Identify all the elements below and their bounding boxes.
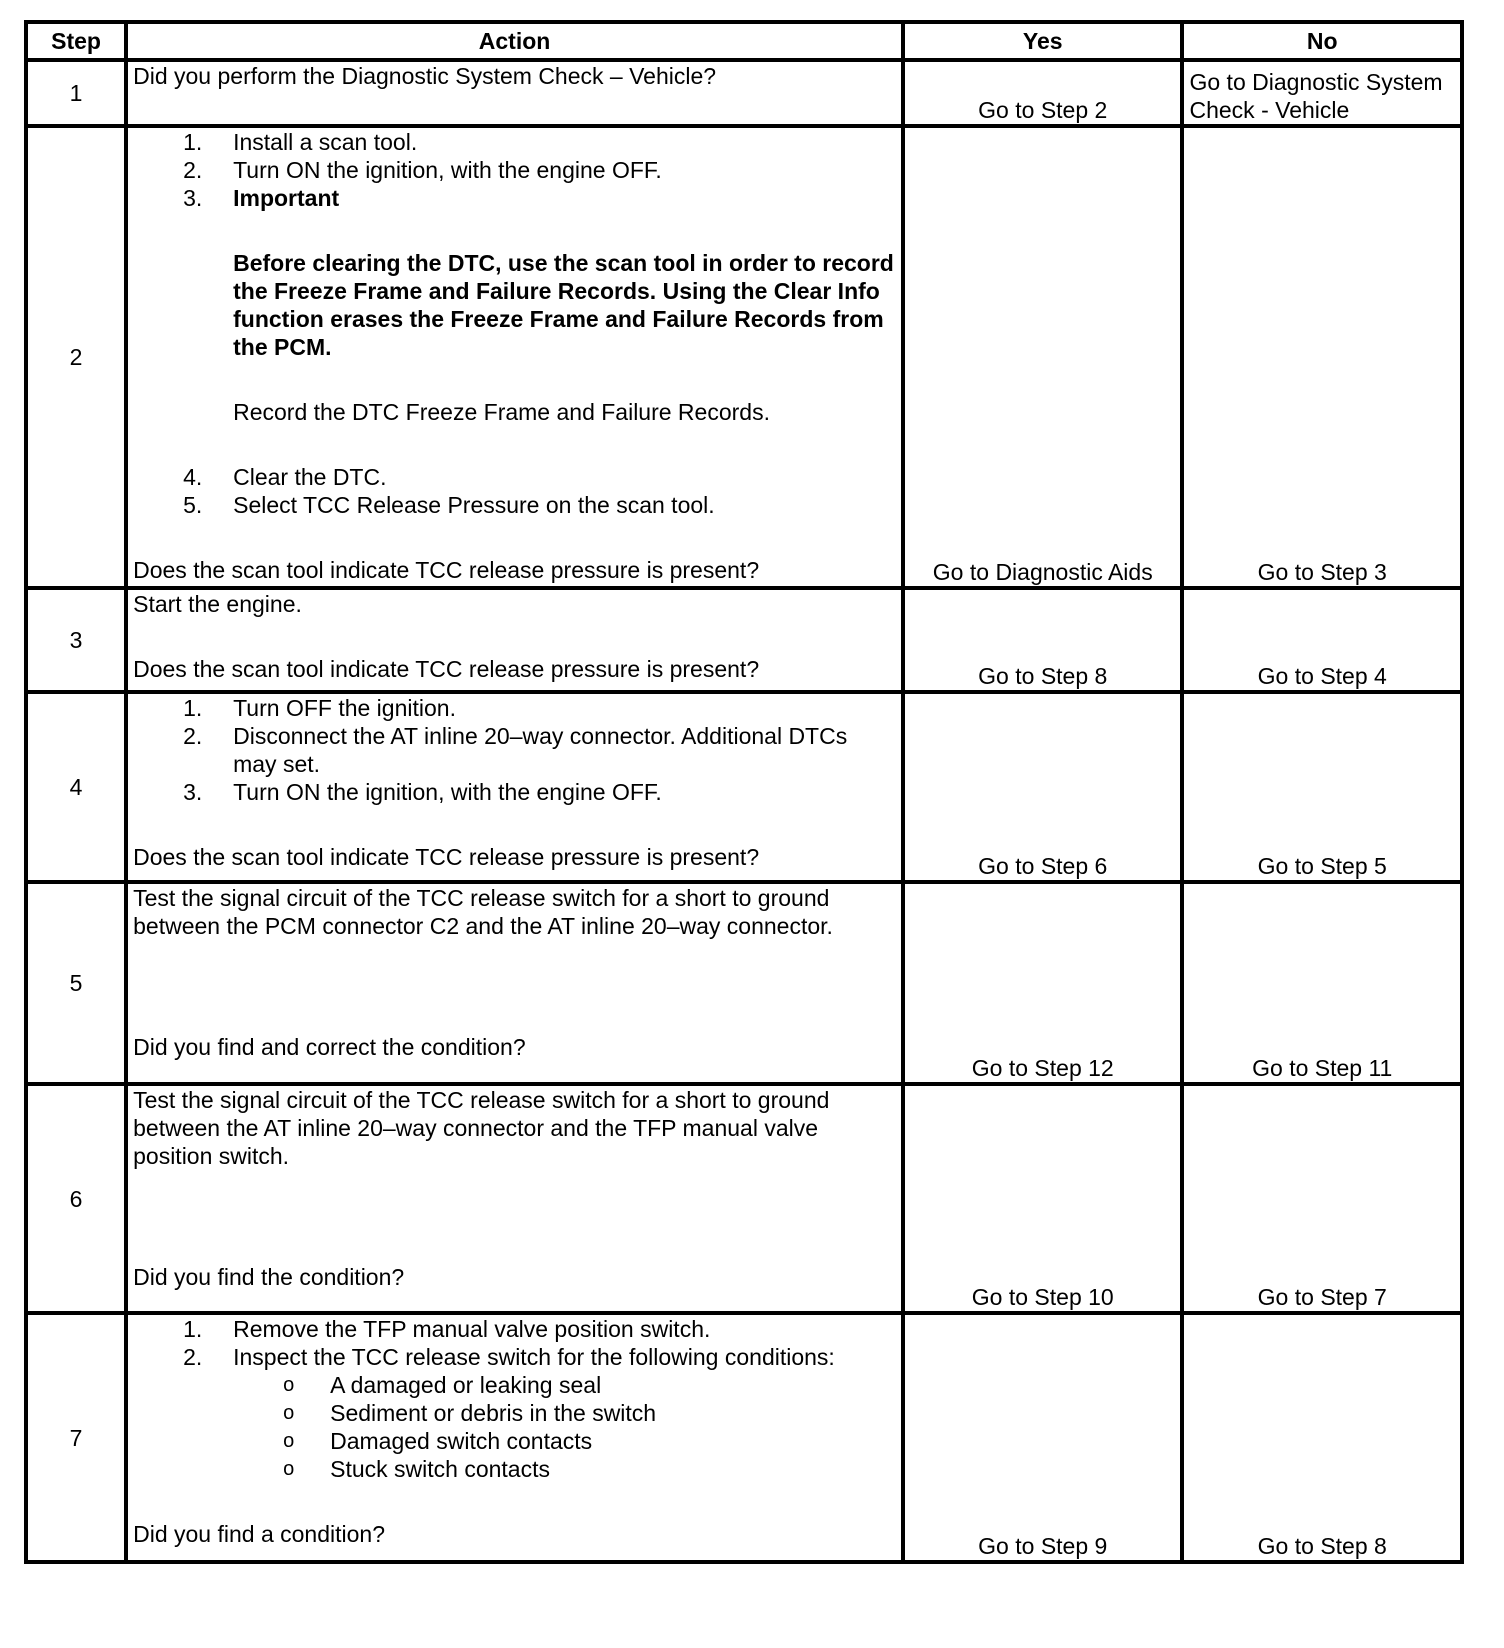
no-cell: Go to Diagnostic System Check - Vehicle: [1182, 60, 1462, 126]
bullet-icon: o: [283, 1374, 295, 1396]
action-text: Test the signal circuit of the TCC release switch for a short to ground between the PCM connector C2 and the AT inline 20–way connector.: [133, 885, 833, 939]
header-action: Action: [126, 22, 903, 60]
list-item: 1. Turn OFF the ignition.: [183, 695, 456, 721]
action-text: Start the engine.: [133, 591, 302, 617]
list-item: 4. Clear the DTC.: [183, 464, 387, 490]
condition-list: [133, 1371, 896, 1483]
step-number: 2: [26, 126, 126, 588]
question-text: Did you find and correct the condition?: [133, 1034, 526, 1060]
yes-cell: Go to Step 9: [903, 1313, 1182, 1562]
table-row: [26, 60, 1462, 126]
bullet-icon: o: [283, 1458, 295, 1480]
list-item: 2. Inspect the TCC release switch for the following conditions:: [183, 1344, 835, 1370]
no-cell: Go to Step 7: [1182, 1084, 1462, 1313]
table-row: [26, 126, 1462, 588]
list-item: 3. Important: [183, 185, 340, 211]
header-yes: Yes: [903, 22, 1182, 60]
table-header-row: [26, 22, 1462, 60]
diagnostic-table-wrapper: [24, 20, 1464, 1564]
step-number: 6: [26, 1084, 126, 1313]
list-item: o Stuck switch contacts: [283, 1456, 550, 1482]
action-cell: [126, 692, 903, 882]
question-text: Does the scan tool indicate TCC release pressure is present?: [133, 557, 760, 583]
table-row: [26, 1313, 1462, 1562]
list-item: 2. Turn ON the ignition, with the engine OFF.: [183, 157, 662, 183]
yes-cell: Go to Step 8: [903, 588, 1182, 692]
action-cell: [126, 60, 903, 126]
question-text: Did you find a condition?: [133, 1521, 385, 1547]
list-item: 1. Install a scan tool.: [183, 129, 418, 155]
action-cell: [126, 588, 903, 692]
list-item: o Damaged switch contacts: [283, 1428, 593, 1454]
bullet-icon: o: [283, 1402, 295, 1424]
instruction-list: [133, 694, 896, 806]
table-row: [26, 588, 1462, 692]
header-no: No: [1182, 22, 1462, 60]
bullet-icon: o: [283, 1430, 295, 1452]
table-row: [26, 692, 1462, 882]
list-item: 2. Disconnect the AT inline 20–way connector. Additional DTCs may set.: [183, 723, 848, 777]
step-number: 5: [26, 882, 126, 1084]
table-row: [26, 882, 1462, 1084]
step-number: 4: [26, 692, 126, 882]
yes-cell: Go to Step 12: [903, 882, 1182, 1084]
no-cell: Go to Step 4: [1182, 588, 1462, 692]
table-row: [26, 1084, 1462, 1313]
question-text: Did you find the condition?: [133, 1264, 405, 1290]
instruction-list: [133, 1315, 896, 1371]
action-cell: [126, 882, 903, 1084]
instruction-list: [133, 128, 896, 212]
yes-cell: Go to Diagnostic Aids: [903, 126, 1182, 588]
yes-cell: Go to Step 2: [903, 60, 1182, 126]
step-number: 1: [26, 60, 126, 126]
action-cell: [126, 1084, 903, 1313]
important-label: Important: [233, 185, 340, 211]
action-cell: [126, 1313, 903, 1562]
list-item: o Sediment or debris in the switch: [283, 1400, 657, 1426]
list-item: 1. Remove the TFP manual valve position switch.: [183, 1316, 711, 1342]
list-item: 3. Turn ON the ignition, with the engine OFF.: [183, 779, 662, 805]
step-number: 7: [26, 1313, 126, 1562]
action-text: Test the signal circuit of the TCC release switch for a short to ground between the AT inline 20–way connector and the TFP manual valve position switch.: [133, 1087, 830, 1169]
list-item: 5. Select TCC Release Pressure on the scan tool.: [183, 492, 715, 518]
diagnostic-table: [24, 20, 1464, 1564]
question-text: Does the scan tool indicate TCC release pressure is present?: [133, 656, 760, 682]
no-cell: Go to Step 3: [1182, 126, 1462, 588]
instruction-list: [133, 463, 896, 519]
question-text: Does the scan tool indicate TCC release pressure is present?: [133, 844, 760, 870]
record-text: Record the DTC Freeze Frame and Failure Records.: [233, 399, 770, 425]
yes-cell: Go to Step 10: [903, 1084, 1182, 1313]
yes-cell: Go to Step 6: [903, 692, 1182, 882]
no-cell: Go to Step 5: [1182, 692, 1462, 882]
no-cell: Go to Step 11: [1182, 882, 1462, 1084]
important-note: Before clearing the DTC, use the scan tool in order to record the Freeze Frame and Failure Records. Using the Clear Info function erases the Freeze Frame and Failure Records from the PCM.: [233, 250, 894, 360]
header-step: Step: [26, 22, 126, 60]
no-cell: Go to Step 8: [1182, 1313, 1462, 1562]
action-text: Did you perform the Diagnostic System Check – Vehicle?: [133, 63, 717, 89]
list-item: o A damaged or leaking seal: [283, 1372, 602, 1398]
step-number: 3: [26, 588, 126, 692]
action-cell: [126, 126, 903, 588]
